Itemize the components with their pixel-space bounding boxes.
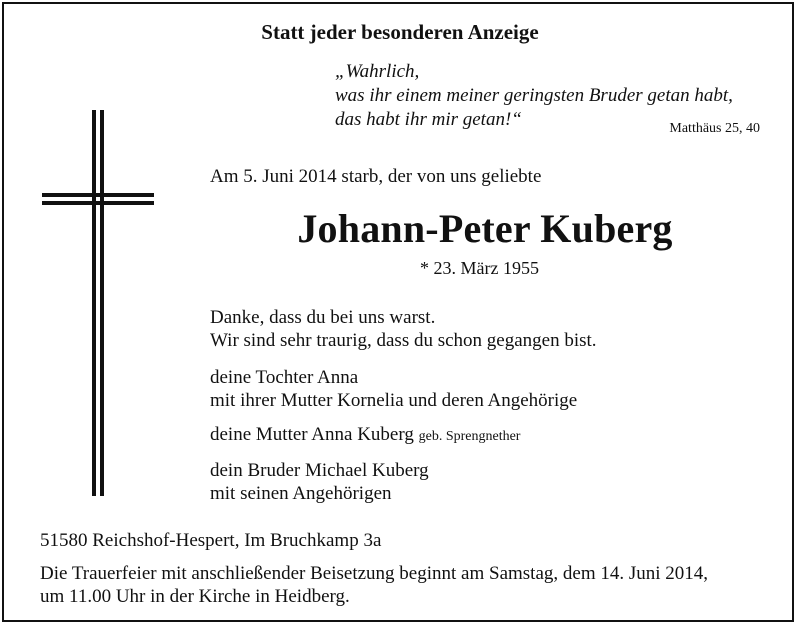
quote-line: das habt ihr mir getan!“	[335, 109, 522, 130]
mourner-mother	[210, 423, 520, 448]
ceremony-info	[40, 562, 708, 608]
cross-vertical-bar	[92, 110, 96, 496]
ceremony-line: um 11.00 Uhr in der Kirche in Heidberg.	[40, 586, 350, 607]
birth-date: * 23. März 1955	[420, 258, 539, 278]
quote-line: „Wahrlich,	[335, 61, 420, 82]
family-address: 51580 Reichshof-Hespert, Im Bruchkamp 3a	[40, 530, 382, 551]
mourner-line: dein Bruder Michael Kuberg	[210, 460, 429, 481]
mourner-line: mit seinen Angehörigen	[210, 483, 392, 504]
cross-center	[96, 197, 100, 201]
message-line: Wir sind sehr traurig, dass du schon gegangen bist.	[210, 330, 597, 351]
farewell-message	[210, 306, 597, 352]
mourner-brother	[210, 459, 429, 505]
cross-vertical-bar	[100, 110, 104, 496]
notice-header: Statt jeder besonderen Anzeige	[261, 20, 539, 44]
message-line: Danke, dass du bei uns warst.	[210, 307, 436, 328]
mourner-line: mit ihrer Mutter Kornelia und deren Angehörige	[210, 390, 578, 411]
quote-source: Matthäus 25, 40	[669, 121, 760, 136]
deceased-name: Johann-Peter Kuberg	[297, 206, 673, 251]
death-announcement: Am 5. Juni 2014 starb, der von uns geliebte	[210, 166, 542, 187]
mourner-line: deine Tochter Anna	[210, 367, 359, 388]
maiden-name-note: geb. Sprengnether	[418, 429, 521, 444]
ceremony-line: Die Trauerfeier mit anschließender Beisetzung beginnt am Samstag, dem 14. Juni 2014,	[40, 563, 709, 584]
quote-line: was ihr einem meiner geringsten Bruder getan habt,	[335, 85, 733, 106]
mourner-daughter	[210, 366, 577, 412]
mourner-line: deine Mutter Anna Kuberg	[210, 424, 414, 445]
